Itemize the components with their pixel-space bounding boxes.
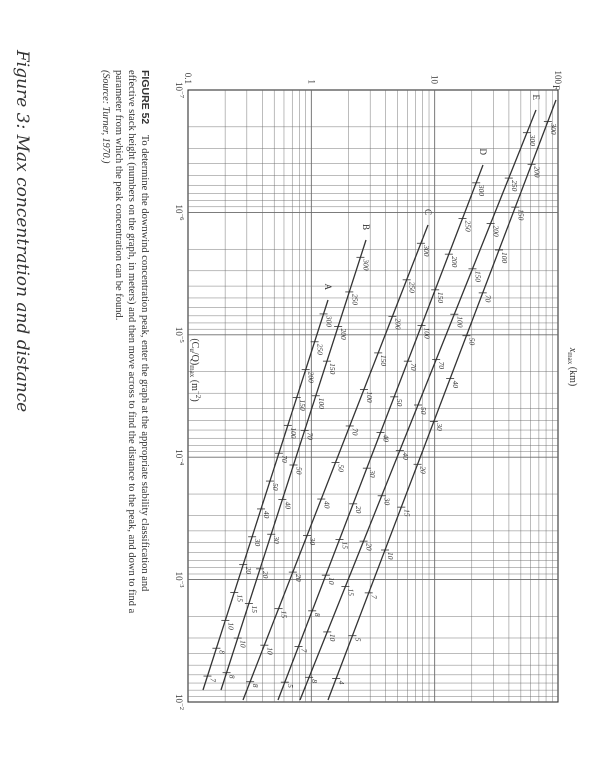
height-label: 8 [310,679,320,684]
height-label: 50 [294,467,304,475]
height-label: 40 [262,510,272,519]
y-axis-title: $(C_u/Q)_{max}$ $(m^{-2})$ [188,338,202,402]
height-label: 300 [477,184,487,197]
height-label: 100 [316,397,326,410]
y-tick-label: $10^{-7}$ [174,82,185,98]
height-label: 20 [354,505,364,514]
height-label: 30 [308,537,318,546]
height-label: 15 [235,594,245,602]
height-label: 15 [340,541,350,549]
height-label: 30 [253,538,263,547]
height-label: 150 [473,270,483,283]
height-label: 7 [299,648,309,653]
height-label: 50 [270,483,280,491]
height-label: 200 [339,328,349,340]
height-label: 300 [527,134,537,146]
height-label: 30 [382,497,392,506]
height-label: 7 [369,594,379,599]
height-label: 15 [249,605,259,613]
height-label: 300 [361,259,371,271]
height-label: 250 [350,293,360,306]
height-label: 150 [516,209,526,221]
curve-name-label: D [478,148,488,155]
y-tick-label: $10^{-2}$ [174,694,185,710]
height-label: 70 [483,294,493,303]
curve-name-label: C [423,208,433,215]
height-label: 150 [436,291,446,304]
height-label: 4 [337,680,347,685]
height-label: 70 [350,427,360,436]
height-label: 70 [437,361,447,370]
height-label: 30 [434,423,444,431]
height-label: 300 [548,123,558,135]
caption-line-2: effective stack height (numbers on the graph, in meters) and then move across to find the distance to the peak, and down to find a [126,70,137,614]
height-label: 250 [463,220,473,232]
height-label: 200 [491,225,501,237]
height-label: 200 [449,256,459,268]
height-label: 300 [421,245,431,257]
height-label: 15 [346,588,356,597]
height-label: 40 [381,434,391,442]
height-label: 40 [322,501,332,509]
height-label: 7 [208,678,218,682]
height-label: 150 [297,399,307,411]
height-label: 15 [279,610,289,619]
height-label: 10 [328,633,338,642]
height-label: 5 [285,684,295,688]
curve-A [203,284,334,691]
height-label: 8 [251,683,261,688]
x-tick-label: 1 [306,79,317,84]
height-label: 200 [393,318,403,330]
height-label: 20 [364,543,374,551]
axis-tick-labels [174,71,563,710]
height-label: 10 [326,577,336,585]
caption-line-3: parameter from which the peak concentration can be found. [113,70,124,321]
height-label: 50 [336,464,346,472]
caption-text-1: To determine the downwind concentration peak, enter the graph at the appropriate stability classification and [139,134,150,592]
x-axis-title: $x_{max}$ (km) [566,347,578,387]
height-label: 10 [226,622,236,630]
y-tick-label: $10^{-5}$ [174,326,185,343]
height-label: 100 [364,391,374,403]
x-tick-label: 100 [553,70,563,84]
caption-line-1 [139,70,151,592]
height-label: 8 [227,674,237,679]
height-label: 40 [283,501,293,510]
caption-lead: FIGURE 52 [139,70,151,125]
height-label: 15 [402,509,412,517]
height-label: 10 [238,640,248,648]
height-label: 8 [313,612,323,617]
height-label: 150 [327,363,337,375]
figure-label: Figure 3: Max concentration and distance [12,50,32,413]
height-label: 100 [288,427,298,439]
height-label: 200 [532,166,542,178]
y-tick-label: $10^{-3}$ [174,571,185,588]
x-tick-label: 0.1 [183,72,193,84]
height-label: 150 [379,354,389,367]
height-label: 70 [305,432,315,440]
height-label: 20 [244,566,254,575]
height-label: 50 [395,398,405,407]
curve-line [203,300,328,690]
height-label: 250 [509,180,519,192]
height-label: 50 [467,337,477,346]
height-label: 40 [451,380,461,389]
height-label: 20 [261,570,271,579]
curve-name-label: F [551,84,561,90]
y-tick-label: $10^{-6}$ [174,204,185,221]
height-label: 70 [408,363,418,371]
x-tick-label: 10 [429,75,440,84]
height-label: 70 [279,455,289,463]
height-label: 20 [293,574,303,582]
curve-name-label: B [361,223,371,230]
height-label: 200 [306,371,316,383]
curve-D [278,149,488,701]
caption-source: (Source: Turner, 1970.) [100,70,111,164]
height-label: 10 [265,647,275,655]
y-tick-label: $10^{-4}$ [174,449,185,466]
height-label: 20 [418,466,428,474]
height-label: 250 [407,281,417,294]
height-label: 30 [367,470,377,478]
height-label: 100 [422,327,432,339]
height-label: 10 [386,552,395,560]
height-label: 300 [324,315,334,328]
curve-name-label: A [323,283,333,290]
height-label: 8 [217,650,227,654]
height-label: 5 [353,637,363,642]
height-label: 100 [500,252,509,264]
height-label: 100 [455,316,465,328]
height-label: 250 [315,343,325,356]
curve-line [328,100,556,700]
height-label: 40 [400,452,410,460]
height-label: 30 [272,536,282,544]
curve-name-label: E [531,94,541,100]
height-label: 50 [419,407,428,415]
stability-curves [203,85,561,700]
